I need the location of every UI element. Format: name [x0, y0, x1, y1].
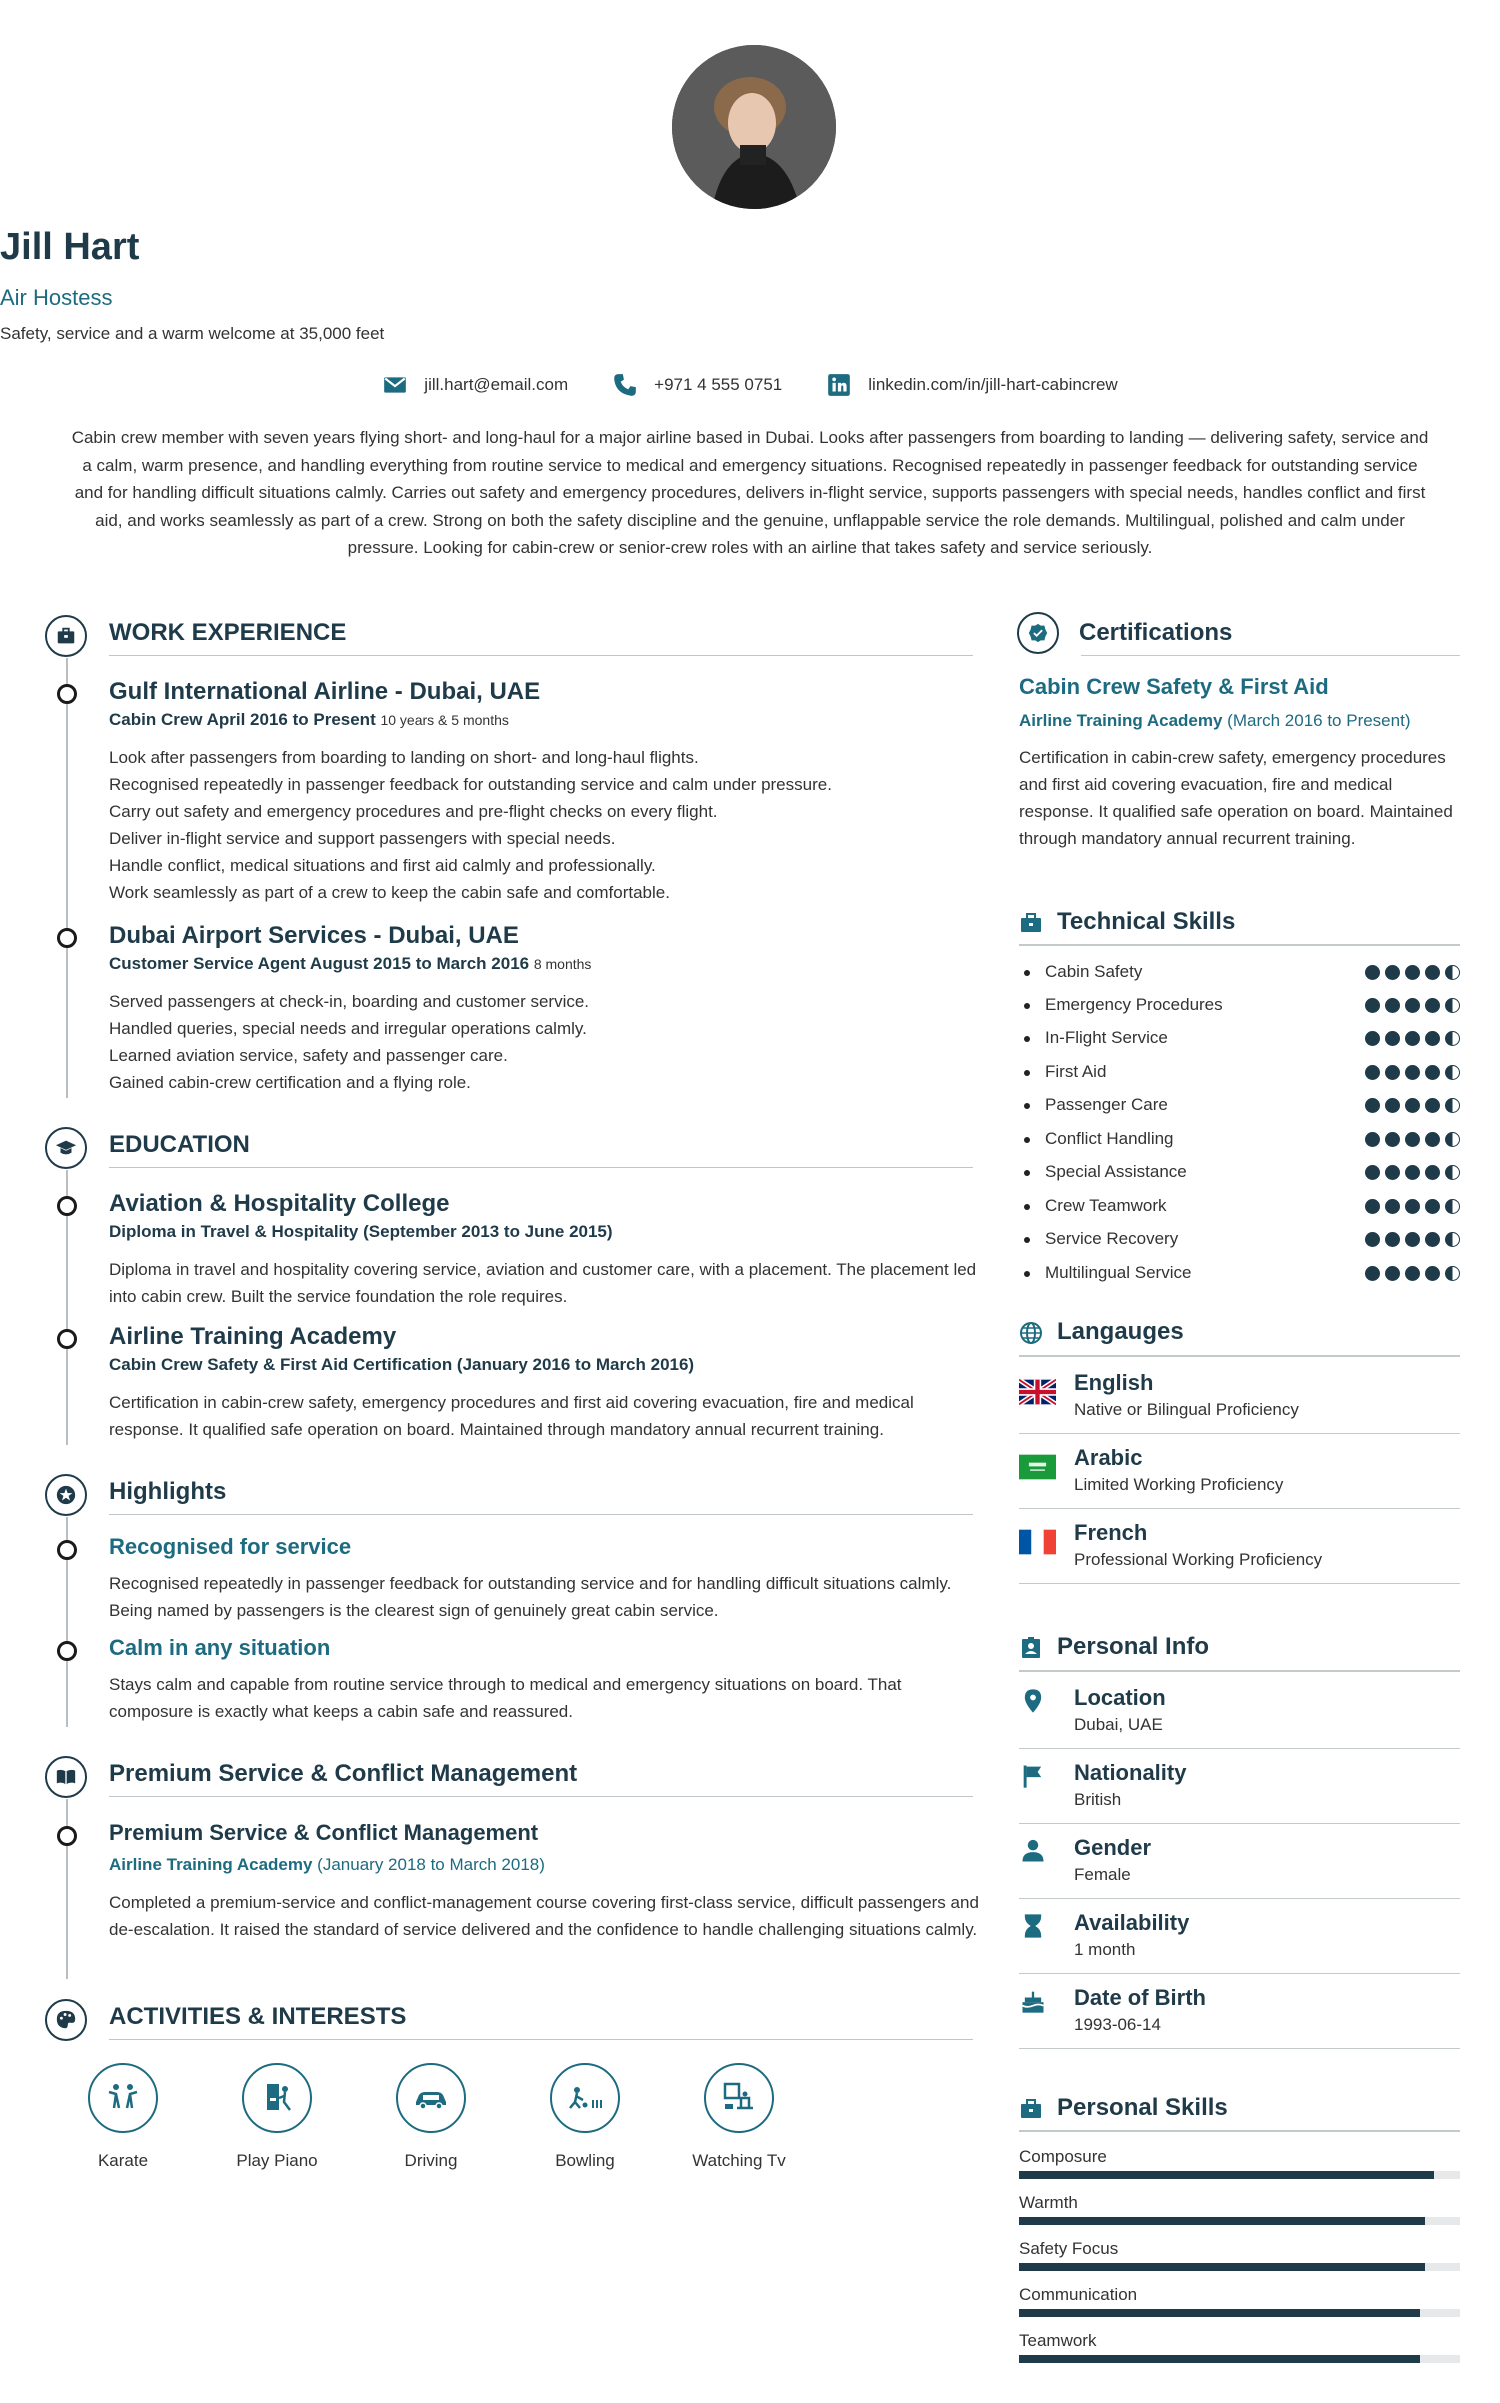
training-section [45, 1756, 578, 1798]
section-divider [109, 1796, 973, 1797]
skill-rating [1365, 1098, 1460, 1113]
row-divider [1019, 1583, 1460, 1584]
activity-karate [58, 2063, 188, 2171]
hourglass-icon [1019, 1912, 1047, 1940]
highlights-section [45, 1474, 227, 1516]
certifications-heading: Certifications [1079, 619, 1233, 646]
skill-bar-fill [1019, 2217, 1425, 2225]
info-value: 1 month [1074, 1940, 1136, 1959]
tv-icon [719, 2078, 759, 2118]
activity-bowling [520, 2063, 650, 2171]
cake-icon [1019, 1987, 1047, 2015]
skill-name: Special Assistance [1045, 1162, 1187, 1181]
cert-title: Cabin Crew Safety & First Aid [1019, 674, 1329, 699]
skill-name: Multilingual Service [1045, 1263, 1192, 1282]
job-bullet: Deliver in-flight service and support passengers with special needs. [109, 829, 616, 848]
skill-bar [1019, 2171, 1460, 2179]
activities-section [45, 1999, 407, 2041]
languages-heading: Langauges [1057, 1318, 1184, 1345]
profile-summary: Cabin crew member with seven years flying short- and long-haul for a major airline based in Dubai. Looks after passengers from boarding to landing — delivering safety, service and a calm, warm presence, and handling everything from routine service to medical and emergency situations. Recognised repeatedly in passenger feedback for outstanding service and for handling difficult situations calmly. Carries out safety and emergency procedures, delivers in-flight service, supports passengers with special needs, handles conflict and first aid, and works seamlessly as part of a crew. Strong on both the safety discipline and the genuine, unflappable service the role demands. Multilingual, polished and calm under pressure. Looking for cabin-crew or senior-crew roles with an airline that takes safety and service seriously. [71, 428, 1429, 557]
row-divider [1019, 2048, 1460, 2049]
skill-rating [1365, 1232, 1460, 1247]
section-divider [109, 655, 973, 656]
info-label: Location [1074, 1685, 1166, 1710]
job-bullet: Recognised repeatedly in passenger feedback for outstanding service and calm under pressure. [109, 775, 832, 794]
highlight-text: Stays calm and capable from routine service through to medical and emergency situations on board. That composure is exactly what keeps a cabin safe and reassured. [109, 1675, 902, 1721]
job-employer: Dubai Airport Services - Dubai, UAE [109, 922, 519, 949]
saudi-flag-icon [1019, 1453, 1056, 1481]
timeline-dot [57, 1540, 77, 1560]
linkedin-text: linkedin.com/in/jill-hart-cabincrew [868, 375, 1118, 394]
job-bullet: Work seamlessly as part of a crew to keep the cabin safe and comfortable. [109, 883, 670, 902]
id-card-icon [1019, 1636, 1043, 1660]
graduation-cap-icon [45, 1127, 87, 1169]
job-bullet: Served passengers at check-in, boarding and customer service. [109, 992, 590, 1011]
section-divider [109, 2039, 973, 2040]
job-bullet: Look after passengers from boarding to landing on short- and long-haul flights. [109, 748, 699, 767]
job-title: Air Hostess [0, 285, 113, 310]
personal-skill-row [1019, 2239, 1460, 2271]
skill-row [1019, 1229, 1460, 1251]
skill-row [1019, 1196, 1460, 1218]
phone-contact[interactable] [612, 372, 782, 398]
info-value: 1993-06-14 [1074, 2015, 1161, 2034]
info-value: British [1074, 1790, 1122, 1809]
job-bullets [109, 744, 979, 906]
job-employer: Gulf International Airline - Dubai, UAE [109, 678, 541, 705]
technical-skills-heading: Technical Skills [1057, 908, 1236, 935]
language-name: English [1074, 1370, 1154, 1395]
timeline-dot [57, 1196, 77, 1216]
skill-rating [1365, 1266, 1460, 1281]
toolbox-icon [1019, 2097, 1043, 2121]
activity-label: Bowling [555, 2151, 615, 2170]
personal-skills-heading: Personal Skills [1057, 2094, 1228, 2121]
activity-piano [212, 2063, 342, 2171]
personal-skill-row [1019, 2331, 1460, 2363]
skill-row [1019, 1129, 1460, 1151]
skill-row [1019, 1263, 1460, 1285]
job-bullet: Handle conflict, medical situations and first aid calmly and professionally. [109, 856, 656, 875]
section-divider [1019, 1355, 1460, 1357]
timeline-dot [57, 684, 77, 704]
row-divider [1019, 1823, 1460, 1824]
location-icon [1019, 1687, 1047, 1715]
education-description: Diploma in travel and hospitality covering service, aviation and customer care, with a placement. The placement led into cabin crew. Built the service foundation the role requires. [109, 1260, 977, 1306]
skill-rating [1365, 965, 1460, 980]
info-label: Availability [1074, 1910, 1190, 1935]
info-label: Nationality [1074, 1760, 1187, 1785]
skill-bar-fill [1019, 2263, 1425, 2271]
email-contact[interactable] [382, 372, 568, 398]
skill-row [1019, 1062, 1460, 1084]
education-heading: EDUCATION [109, 1131, 250, 1158]
training-title: Premium Service & Conflict Management [109, 1820, 539, 1845]
skill-name: Service Recovery [1045, 1229, 1179, 1248]
highlight-title: Calm in any situation [109, 1635, 331, 1660]
personal-info-heading: Personal Info [1057, 1633, 1210, 1660]
skill-name: Cabin Safety [1045, 962, 1143, 981]
skill-name: Emergency Procedures [1045, 995, 1223, 1014]
job-bullet: Gained cabin-crew certification and a flying role. [109, 1073, 471, 1092]
skill-name: Crew Teamwork [1045, 1196, 1167, 1215]
tagline: Safety, service and a warm welcome at 35,000 feet [0, 324, 385, 343]
skill-rating [1365, 1065, 1460, 1080]
skill-bar [1019, 2217, 1460, 2225]
skill-bar-fill [1019, 2355, 1420, 2363]
section-divider [109, 1514, 973, 1515]
skill-bar-fill [1019, 2309, 1420, 2317]
personal-skill-name: Teamwork [1019, 2331, 1097, 2350]
personal-skill-name: Safety Focus [1019, 2239, 1119, 2258]
training-heading: Premium Service & Conflict Management [109, 1760, 578, 1787]
language-level: Professional Working Proficiency [1074, 1550, 1323, 1569]
person-icon [1019, 1837, 1047, 1865]
section-divider [1019, 1670, 1460, 1672]
contact-bar [0, 372, 1500, 398]
section-divider [1019, 944, 1460, 946]
education-description: Certification in cabin-crew safety, emergency procedures and first aid covering evacuation, fire and medical response. It qualified safe operation on board. Maintained through mandatory annual recurrent training. [109, 1393, 914, 1439]
email-text: jill.hart@email.com [424, 375, 569, 394]
skill-rating [1365, 1199, 1460, 1214]
training-description: Completed a premium-service and conflict-management course covering first-class service, difficult passengers and de-escalation. It raised the standard of service delivered and the confidence to handle challenging situations calmly. [109, 1893, 979, 1939]
info-value: Dubai, UAE [1074, 1715, 1163, 1734]
palette-icon [45, 1999, 87, 2041]
skill-name: First Aid [1045, 1062, 1107, 1081]
phone-text: +971 4 555 0751 [654, 375, 783, 394]
skill-rating [1365, 1031, 1460, 1046]
badge-check-icon [1017, 612, 1059, 654]
activity-label: Karate [97, 2151, 149, 2170]
personal-skill-row [1019, 2147, 1460, 2179]
email-icon [382, 372, 408, 398]
timeline-dot [57, 1826, 77, 1846]
info-value: Female [1074, 1865, 1131, 1884]
row-divider [1019, 1508, 1460, 1509]
skill-rating [1365, 1132, 1460, 1147]
timeline-dot [57, 1329, 77, 1349]
highlights-heading: Highlights [109, 1478, 227, 1505]
highlight-text: Recognised repeatedly in passenger feedback for outstanding service and for handling difficult situations calmly. Being named by passengers is the clearest sign of genuinely great cabin service. [109, 1574, 952, 1620]
bowling-icon [565, 2078, 605, 2118]
france-flag-icon [1019, 1528, 1056, 1556]
education-degree: Diploma in Travel & Hospitality (September 2013 to June 2015) [109, 1222, 613, 1241]
skill-bar-fill [1019, 2171, 1434, 2179]
job-bullet: Carry out safety and emergency procedures and pre-flight checks on every flight. [109, 802, 718, 821]
profile-photo [672, 45, 836, 209]
personal-skill-name: Communication [1019, 2285, 1138, 2304]
briefcase-icon [45, 615, 87, 657]
job-role-dates: Cabin Crew April 2016 to Present 10 years & 5 months [109, 710, 509, 729]
activity-label: Driving [404, 2151, 458, 2170]
skill-name: Passenger Care [1045, 1095, 1168, 1114]
skill-bar [1019, 2263, 1460, 2271]
cert-description: Certification in cabin-crew safety, emergency procedures and first aid covering evacuation, fire and medical response. It qualified safe operation on board. Maintained through mandatory annual recurrent training. [1019, 748, 1453, 848]
section-divider [1019, 2130, 1460, 2132]
language-level: Limited Working Proficiency [1074, 1475, 1284, 1494]
work-timeline [66, 658, 68, 1098]
globe-icon [1019, 1321, 1043, 1345]
star-icon [45, 1474, 87, 1516]
job-bullet: Learned aviation service, safety and passenger care. [109, 1046, 508, 1065]
piano-icon [257, 2078, 297, 2118]
karate-icon [103, 2078, 143, 2118]
skill-rating [1365, 1165, 1460, 1180]
candidate-name: Jill Hart [0, 226, 140, 268]
uk-flag-icon [1019, 1378, 1056, 1406]
activity-label: Watching Tv [692, 2151, 786, 2170]
skill-row [1019, 962, 1460, 984]
activity-label: Play Piano [236, 2151, 318, 2170]
personal-skill-name: Composure [1019, 2147, 1107, 2166]
job-bullets [109, 988, 979, 1096]
skill-row [1019, 1028, 1460, 1050]
info-label: Date of Birth [1074, 1985, 1206, 2010]
cert-org-dates: Airline Training Academy (March 2016 to Present) [1019, 711, 1411, 730]
timeline-dot [57, 928, 77, 948]
skill-row [1019, 1162, 1460, 1184]
skill-name: Conflict Handling [1045, 1129, 1174, 1148]
education-degree: Cabin Crew Safety & First Aid Certification (January 2016 to March 2016) [109, 1355, 695, 1374]
personal-skill-name: Warmth [1019, 2193, 1078, 2212]
job-bullet: Handled queries, special needs and irregular operations calmly. [109, 1019, 587, 1038]
activity-driving [366, 2063, 496, 2171]
skill-row [1019, 1095, 1460, 1117]
certifications-header [1017, 612, 1458, 654]
book-icon [45, 1756, 87, 1798]
row-divider [1019, 1748, 1460, 1749]
linkedin-contact[interactable] [826, 372, 1117, 398]
language-level: Native or Bilingual Proficiency [1074, 1400, 1299, 1419]
language-name: French [1074, 1520, 1148, 1545]
work-experience-section [45, 615, 347, 657]
skill-bar [1019, 2309, 1460, 2317]
section-divider [109, 1167, 973, 1168]
toolbox-icon [1019, 911, 1043, 935]
activity-tv [674, 2063, 804, 2171]
row-divider [1019, 1898, 1460, 1899]
info-label: Gender [1074, 1835, 1152, 1860]
section-divider [1081, 655, 1460, 656]
education-school: Airline Training Academy [109, 1323, 397, 1350]
skill-bar [1019, 2355, 1460, 2363]
education-section [45, 1127, 250, 1169]
skill-name: In-Flight Service [1045, 1028, 1168, 1047]
job-role-dates: Customer Service Agent August 2015 to March 2016 8 months [109, 954, 592, 973]
highlight-title: Recognised for service [109, 1534, 352, 1559]
language-name: Arabic [1074, 1445, 1143, 1470]
activities-heading: ACTIVITIES & INTERESTS [109, 2003, 407, 2030]
flag-icon [1019, 1762, 1047, 1790]
row-divider [1019, 1973, 1460, 1974]
linkedin-icon [826, 372, 852, 398]
training-org-dates: Airline Training Academy (January 2018 to March 2018) [109, 1855, 545, 1874]
row-divider [1019, 1433, 1460, 1434]
education-school: Aviation & Hospitality College [109, 1190, 450, 1217]
timeline-dot [57, 1641, 77, 1661]
skill-row [1019, 995, 1460, 1017]
car-icon [411, 2078, 451, 2118]
work-experience-heading: WORK EXPERIENCE [109, 619, 347, 646]
personal-skill-row [1019, 2193, 1460, 2225]
personal-skill-row [1019, 2285, 1460, 2317]
skill-rating [1365, 998, 1460, 1013]
phone-icon [612, 372, 638, 398]
